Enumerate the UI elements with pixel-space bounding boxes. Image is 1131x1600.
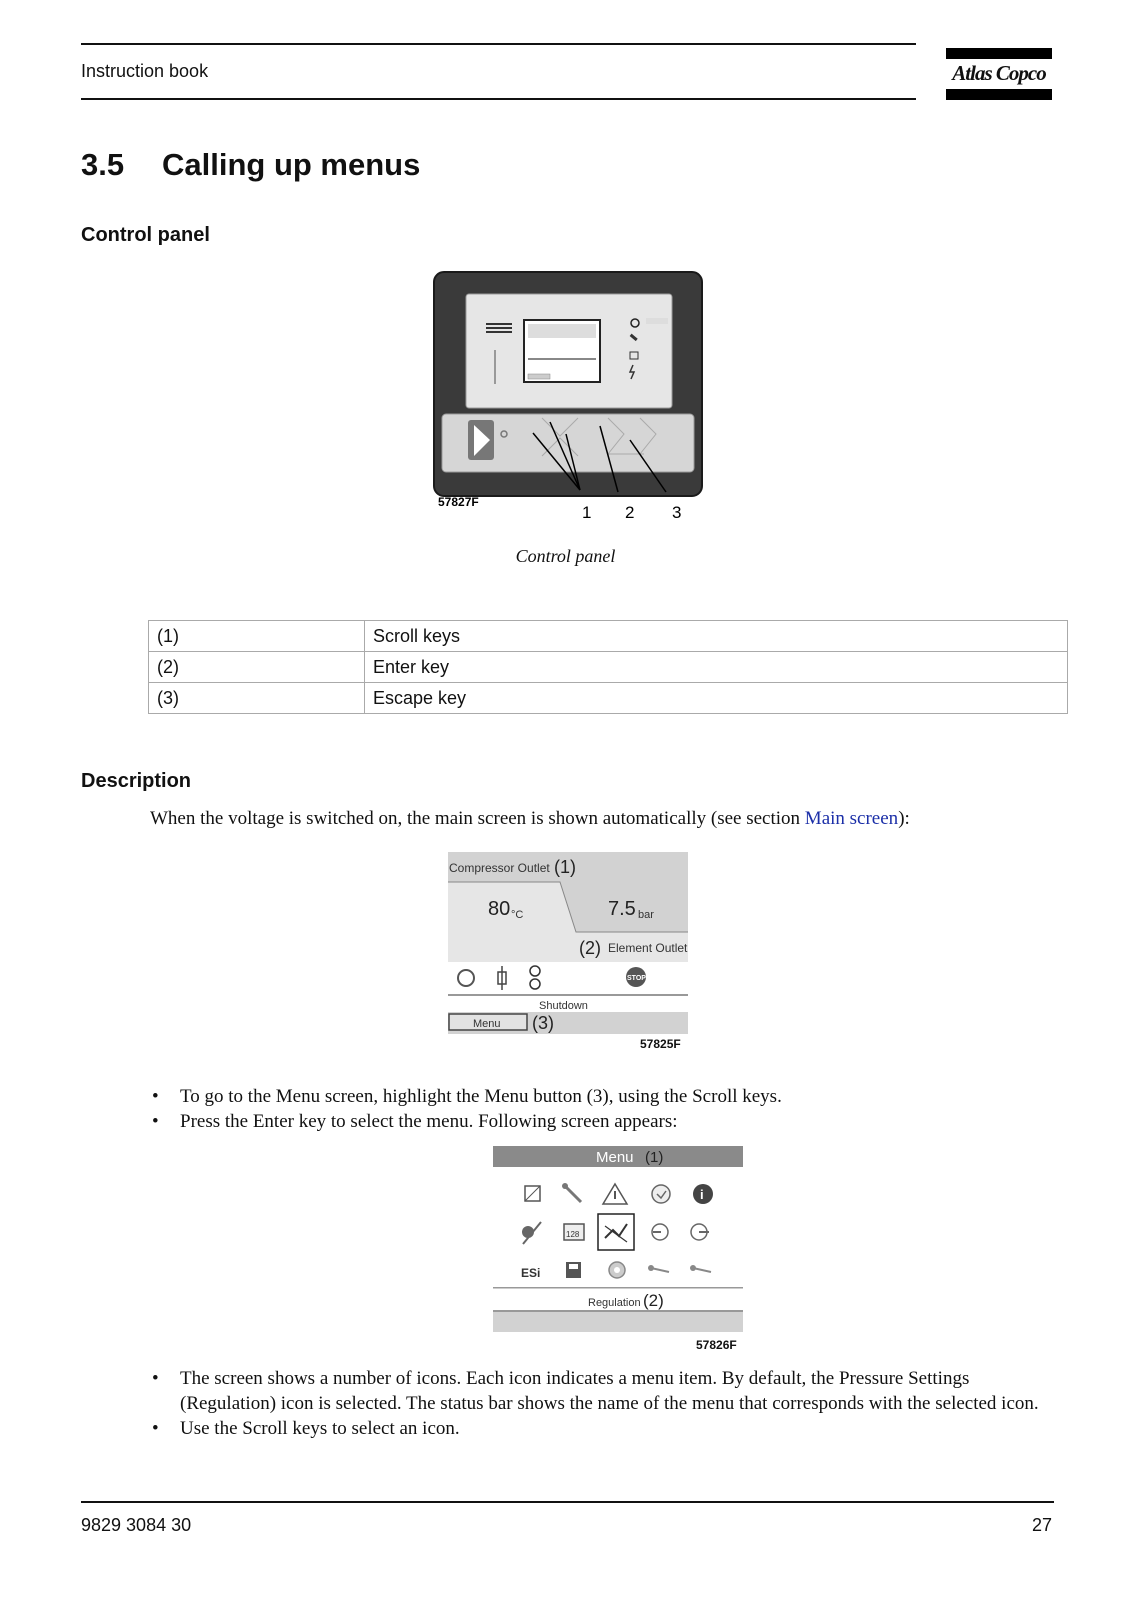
doc-number: 9829 3084 30	[81, 1515, 192, 1535]
list-item: • Use the Scroll keys to select an icon.	[150, 1416, 1060, 1441]
menu-screen-figure-code: 57826F	[696, 1338, 737, 1352]
header-bottom-rule	[81, 98, 916, 100]
compressor-outlet-label: Compressor Outlet	[449, 861, 550, 875]
intro-text-after: ):	[898, 808, 910, 829]
main-screen-figure-code: 57825F	[640, 1037, 681, 1051]
section-number: 3.5	[81, 147, 125, 182]
info-icon[interactable]	[693, 1184, 713, 1204]
outlet-ref: (1)	[554, 857, 576, 877]
svg-text:128: 128	[566, 1230, 580, 1239]
svg-text:i: i	[700, 1187, 704, 1202]
list-item: • The screen shows a number of icons. Each icon indicates a menu item. By default, the Pressure Settings (Regulation) icon is selected. The status bar shows the name of the menu that corresponds with the selected icon.	[150, 1366, 1060, 1416]
section-title	[81, 147, 420, 183]
menu-title: Menu	[596, 1149, 634, 1166]
section-title-text: Calling up menus	[162, 147, 421, 182]
steps-list-2	[150, 1366, 1060, 1441]
list-item: • Press the Enter key to select the menu. Following screen appears:	[150, 1109, 1060, 1134]
table-row	[149, 652, 1068, 683]
control-panel-legend-table	[148, 620, 1068, 714]
menu-button-label[interactable]: Menu	[473, 1018, 501, 1030]
save-icon[interactable]	[566, 1262, 581, 1278]
steps-list-1	[150, 1084, 1060, 1134]
intro-text-before: When the voltage is switched on, the main screen is shown automatically (see section	[150, 808, 805, 829]
svg-text:STOP: STOP	[627, 975, 646, 982]
table-row	[149, 621, 1068, 652]
callout-2: 2	[625, 503, 635, 522]
legend-text: Enter key	[365, 652, 1068, 683]
temperature-value: 80	[488, 898, 511, 920]
menu-title-ref: (1)	[645, 1149, 664, 1166]
control-panel-figure-code: 57827F	[438, 495, 479, 509]
legend-ref: (1)	[149, 621, 365, 652]
regulation-icon[interactable]	[598, 1214, 634, 1250]
pressure-value: 7.5	[608, 898, 636, 920]
list-item: • To go to the Menu screen, highlight the Menu button (3), using the Scroll keys.	[150, 1084, 1060, 1109]
legend-ref: (3)	[149, 683, 365, 714]
control-panel-caption: Control panel	[515, 546, 616, 566]
legend-text: Escape key	[365, 683, 1068, 714]
menu-status-text: Regulation	[588, 1297, 641, 1309]
temperature-unit: °C	[511, 909, 524, 921]
menu-status-ref: (2)	[643, 1291, 664, 1310]
callout-1: 1	[582, 503, 592, 522]
main-screen-figure	[448, 852, 688, 1052]
footer-rule	[81, 1501, 1054, 1503]
element-ref: (2)	[579, 938, 601, 958]
table-row	[149, 683, 1068, 714]
description-heading: Description	[81, 770, 192, 792]
element-outlet-label: Element Outlet	[608, 941, 688, 955]
menu-ref: (3)	[532, 1013, 554, 1033]
legend-ref: (2)	[149, 652, 365, 683]
brand-logo-text: Atlas Copco	[952, 61, 1046, 85]
settings-icon[interactable]	[609, 1262, 625, 1278]
timer-icon[interactable]	[652, 1185, 670, 1203]
header-title: Instruction book	[81, 61, 209, 81]
main-screen-link[interactable]: Main screen	[804, 808, 899, 829]
control-panel-heading: Control panel	[81, 224, 210, 246]
pressure-unit: bar	[638, 909, 654, 921]
description-intro	[150, 806, 1060, 831]
header-top-rule	[81, 43, 916, 45]
esi-icon[interactable]: ESi	[521, 1266, 541, 1280]
control-panel-figure	[432, 270, 712, 526]
menu-screen-figure	[493, 1146, 747, 1352]
legend-text: Scroll keys	[365, 621, 1068, 652]
page-number: 27	[1031, 1515, 1052, 1535]
callout-3: 3	[672, 503, 682, 522]
counters-icon[interactable]	[564, 1224, 584, 1240]
main-status-text: Shutdown	[539, 1000, 588, 1012]
brand-logo	[946, 48, 1052, 100]
